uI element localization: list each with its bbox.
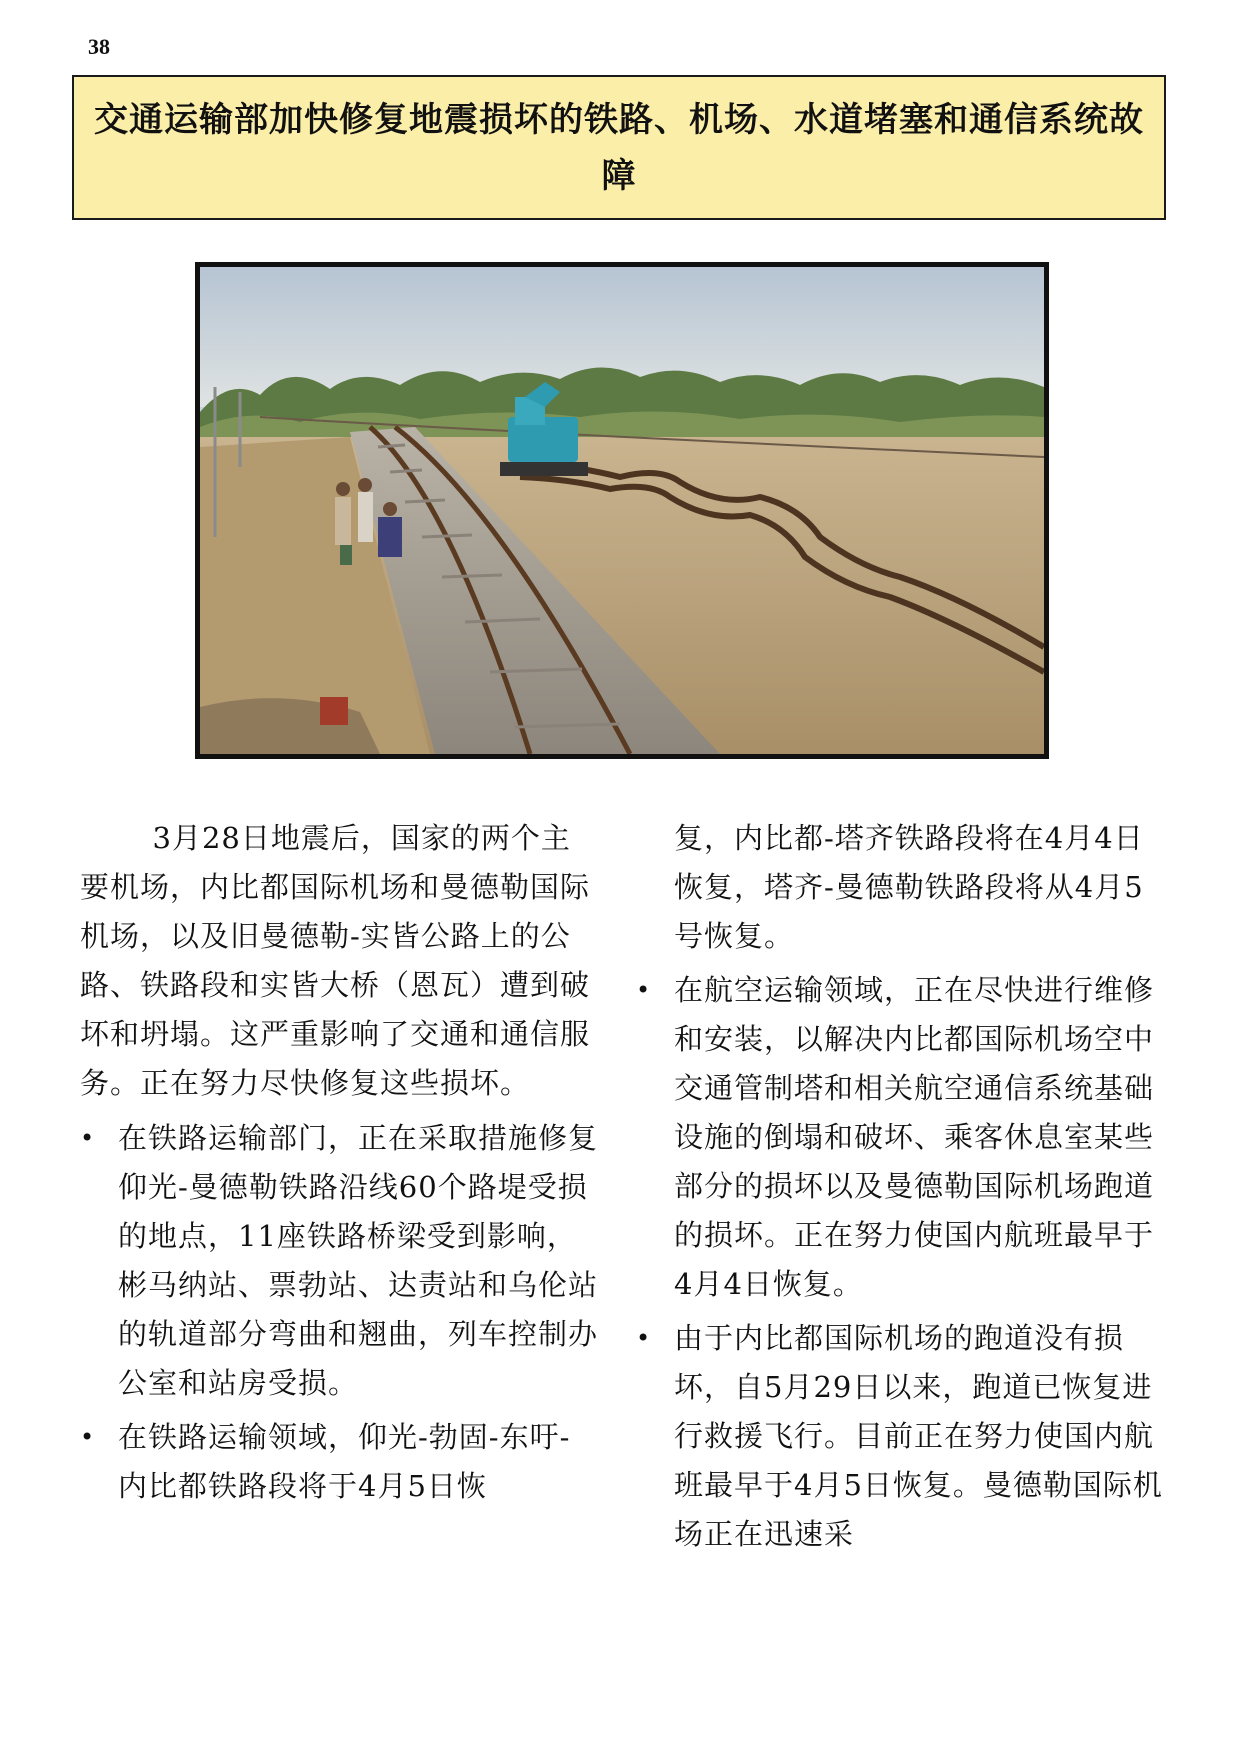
title-box xyxy=(72,75,1166,220)
left-column xyxy=(80,814,600,1516)
railway-photo-illustration xyxy=(200,267,1044,754)
right-bullet-list xyxy=(636,966,1166,1559)
left-bullet-list xyxy=(80,1114,600,1511)
list-item: • 在航空运输领域，正在尽快进行维修和安装，以解决内比都国际机场空中交通管制塔和相关航空通信系统基础设施的倒塌和破坏、乘客休息室某些部分的损坏以及曼德勒国际机场跑道的损坏。正在努力使国内航班最早于4月4日恢复。 xyxy=(636,966,1166,1309)
intro-paragraph: 3月28日地震后，国家的两个主要机场，内比都国际机场和曼德勒国际机场，以及旧曼德勒-实皆公路上的公路、铁路段和实皆大桥（恩瓦）遭到破坏和坍塌。这严重影响了交通和通信服务。正在努力尽快修复这些损坏。 xyxy=(80,821,591,1100)
right-column xyxy=(636,814,1166,1564)
railway-repair-photo xyxy=(195,262,1049,759)
page-title: 交通运输部加快修复地震损坏的铁路、机场、水道堵塞和通信系统故障 xyxy=(94,99,1144,196)
list-item: • 由于内比都国际机场的跑道没有损坏，自5月29日以来，跑道已恢复进行救援飞行。目前正在努力使国内航班最早于4月5日恢复。曼德勒国际机场正在迅速采 xyxy=(636,1314,1166,1559)
list-item: • 在铁路运输部门，正在采取措施修复仰光-曼德勒铁路沿线60个路堤受损的地点，11座铁路桥梁受到影响，彬马纳站、票勃站、达责站和乌伦站的轨道部分弯曲和翘曲，列车控制办公室和站房受损。 xyxy=(80,1114,600,1408)
continued-paragraph: 复，内比都-塔齐铁路段将在4月4日恢复，塔齐-曼德勒铁路段将从4月5号恢复。 xyxy=(674,821,1144,953)
page-number: 38 xyxy=(88,34,110,59)
list-item: • 在铁路运输领域，仰光-勃固-东吁-内比都铁路段将于4月5日恢 xyxy=(80,1413,600,1511)
